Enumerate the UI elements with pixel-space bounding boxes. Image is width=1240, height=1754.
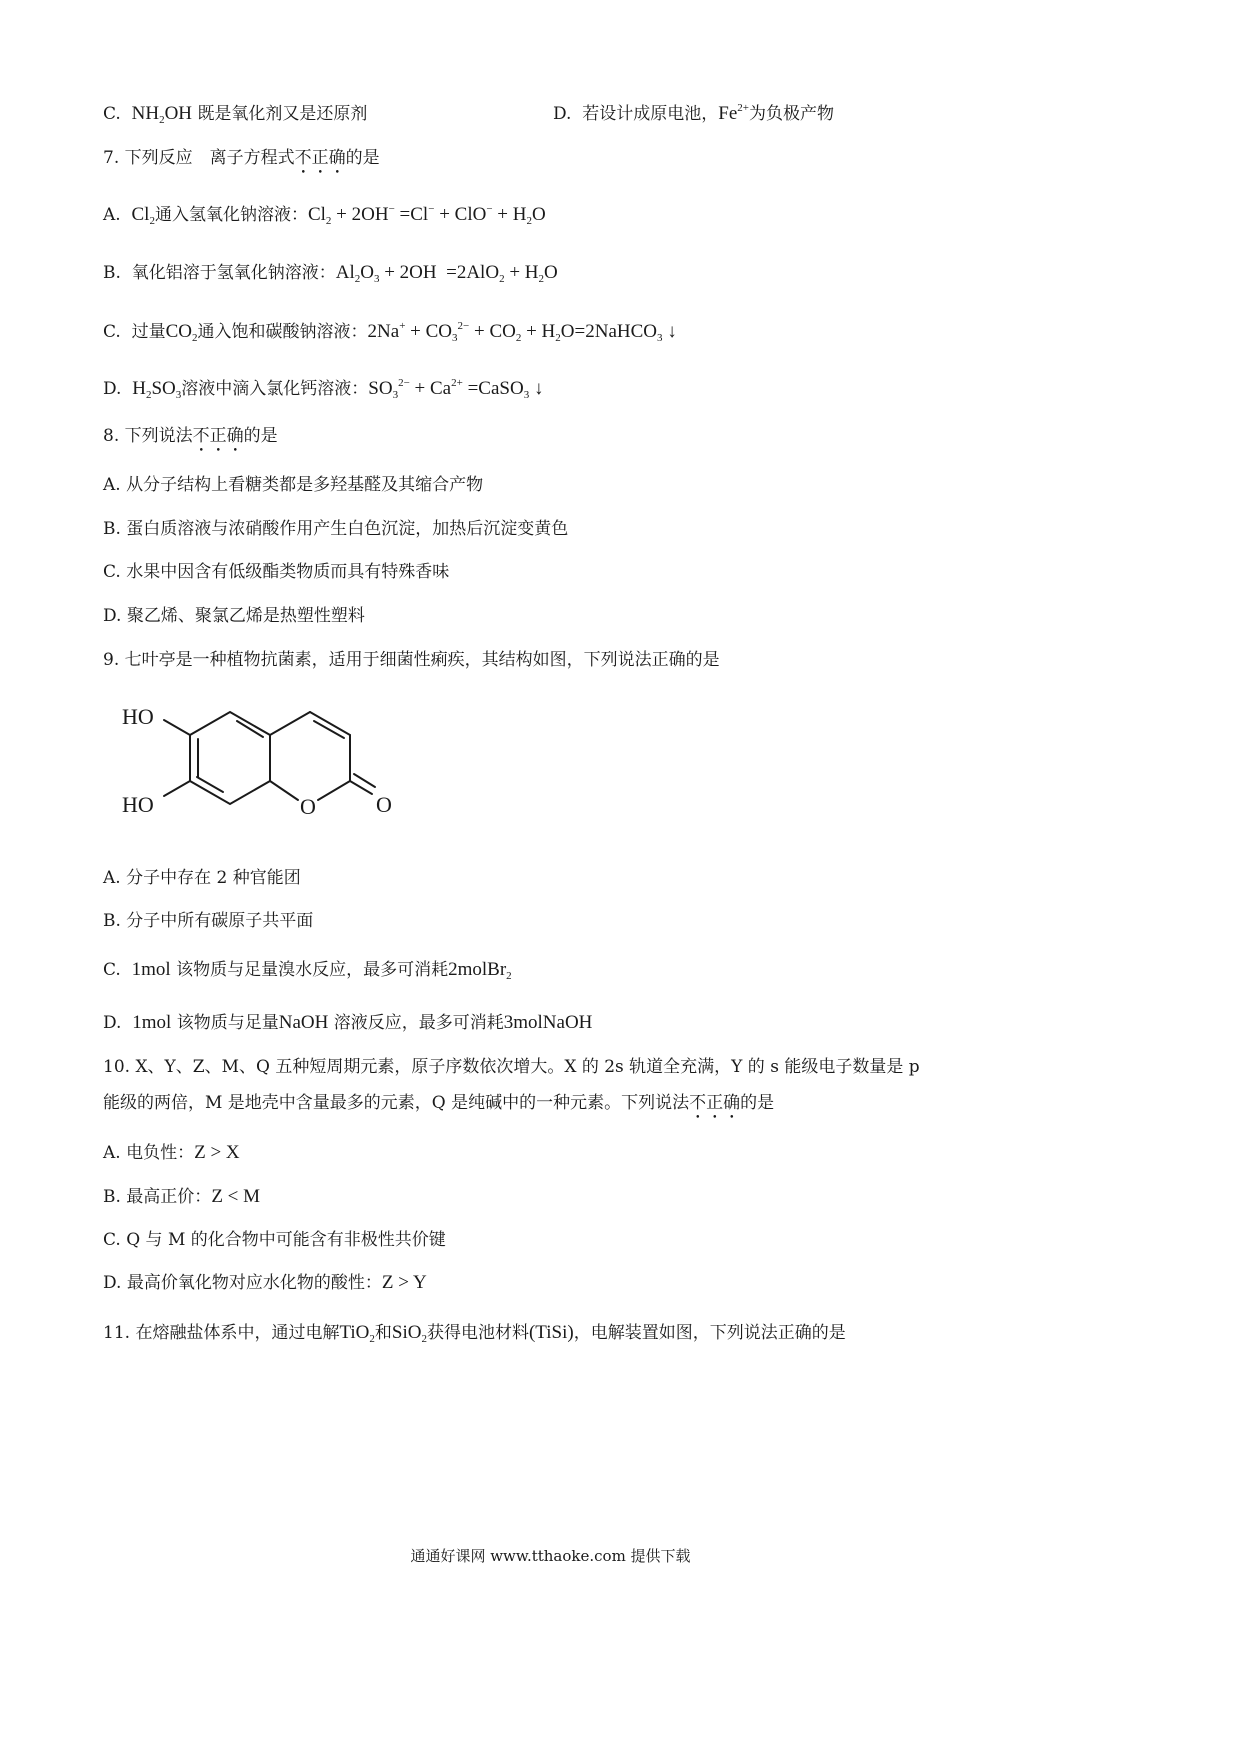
q10-option-d: D. 最高价氧化物对应水化物的酸性：Z > Y (103, 1272, 427, 1293)
q9-stem: 9. 七叶亭是一种植物抗菌素，适用于细菌性痢疾，其结构如图，下列说法正确的是 (103, 650, 720, 670)
q7-option-d: D. $H_2SO_3$溶液中滴入氯化钙溶液：$SO_3^{2-} + Ca^{2+}$ =CaSO$_3$ ↓ (103, 377, 544, 401)
esculetin-structure (118, 700, 408, 830)
equation: $2Na^+ + CO_3^{2-} + CO_2$ + $H_2O=2NaHCO_3$ ↓ (367, 320, 677, 344)
relation: Z > Y (381, 1272, 427, 1293)
equation: $Al_2O_3 + 2OH =2AlO_2 + H_2O$ (335, 262, 558, 285)
q10-stem-line1: 10. X、Y、Z、M、Q 五种短周期元素，原子序数依次增大。X 的 2s 轨道全充满，Y 的 s 能级电子数量是 p (103, 1057, 920, 1077)
equation: $SO_3^{2-} + Ca^{2+}$ =CaSO$_3$ ↓ (368, 377, 544, 401)
formula: $Cl_2$ (131, 204, 155, 227)
quantity: 3molNaOH (503, 1012, 593, 1033)
q6-option-d: D. 若设计成原电池，$Fe^{2+}$为负极产物 (553, 102, 834, 124)
formula: SiO$_2$ (391, 1322, 427, 1345)
q7-stem: 7. 下列反应 离子方程式不正确的是 (103, 148, 380, 168)
quantity: 1mol (131, 959, 171, 980)
q10-stem-line2: 能级的两倍，M 是地壳中含量最多的元素，Q 是纯碱中的一种元素。下列说法不正确的是 (103, 1093, 775, 1113)
q9-option-c: C. 1mol 该物质与足量溴水反应，最多可消耗2molBr$_2$ (103, 959, 512, 982)
carbonyl-oxygen-label: O (376, 792, 392, 817)
q10-option-a: A. 电负性：Z > X (103, 1142, 240, 1163)
page-footer: 通通好课网 www.tthaoke.com 提供下载 (410, 1547, 691, 1565)
ho-bottom-label: HO (122, 792, 154, 817)
q8-option-b: B. 蛋白质溶液与浓硝酸作用产生白色沉淀，加热后沉淀变黄色 (103, 519, 569, 539)
q10-option-b: B. 最高正价：Z < M (103, 1186, 261, 1207)
formula: TiO$_2$ (339, 1322, 375, 1345)
equation: $Cl_2 + 2OH^- =Cl^- + ClO^- + H_2O$ (307, 203, 546, 227)
q9-option-b: B. 分子中所有碳原子共平面 (103, 911, 314, 931)
q11-stem: 11. 在熔融盐体系中，通过电解TiO$_2$和SiO$_2$获得电池材料(TiSi)，电解装置如图，下列说法正确的是 (103, 1322, 846, 1345)
q9-option-d: D. 1mol 该物质与足量NaOH 溶液反应，最多可消耗3molNaOH (103, 1012, 593, 1033)
formula: NaOH (278, 1012, 329, 1033)
quantity: 1mol (132, 1012, 172, 1033)
q10-option-c: C. Q 与 M 的化合物中可能含有非极性共价键 (103, 1230, 446, 1250)
formula: $Fe^{2+}$ (718, 102, 749, 124)
formula: $NH_2OH$ (131, 103, 193, 126)
ho-top-label: HO (122, 704, 154, 729)
q7-option-a: A. $Cl_2$通入氢氧化钠溶液：$Cl_2 + 2OH^- =Cl^- + ClO^- + H_2O$ (103, 203, 546, 227)
q6-option-c: C. $NH_2OH$ 既是氧化剂又是还原剂 (103, 103, 368, 126)
formula: (TiSi) (528, 1322, 574, 1343)
q8-stem: 8. 下列说法不正确的是 (103, 426, 278, 446)
q7-option-b: B. 氧化铝溶于氢氧化钠溶液：$Al_2O_3 + 2OH =2AlO_2 + H_2O$ (103, 262, 558, 285)
q9-option-a: A. 分子中存在 2 种官能团 (103, 868, 301, 888)
ring-oxygen-label: O (300, 794, 316, 819)
q8-option-d: D. 聚乙烯、聚氯乙烯是热塑性塑料 (103, 606, 365, 626)
q8-option-c: C. 水果中因含有低级酯类物质而具有特殊香味 (103, 562, 450, 582)
quantity: 2molBr$_2$ (448, 959, 512, 982)
q7-option-c: C. 过量$CO_2$通入饱和碳酸钠溶液：$2Na^+ + CO_3^{2-} + CO_2$ + $H_2O=2NaHCO_3$ ↓ (103, 320, 677, 344)
formula: $H_2SO_3$ (132, 378, 182, 401)
q8-option-a: A. 从分子结构上看糖类都是多羟基醛及其缩合产物 (103, 475, 484, 495)
relation: Z > X (194, 1142, 240, 1163)
formula: $CO_2$ (165, 321, 198, 344)
relation: Z < M (211, 1186, 261, 1207)
